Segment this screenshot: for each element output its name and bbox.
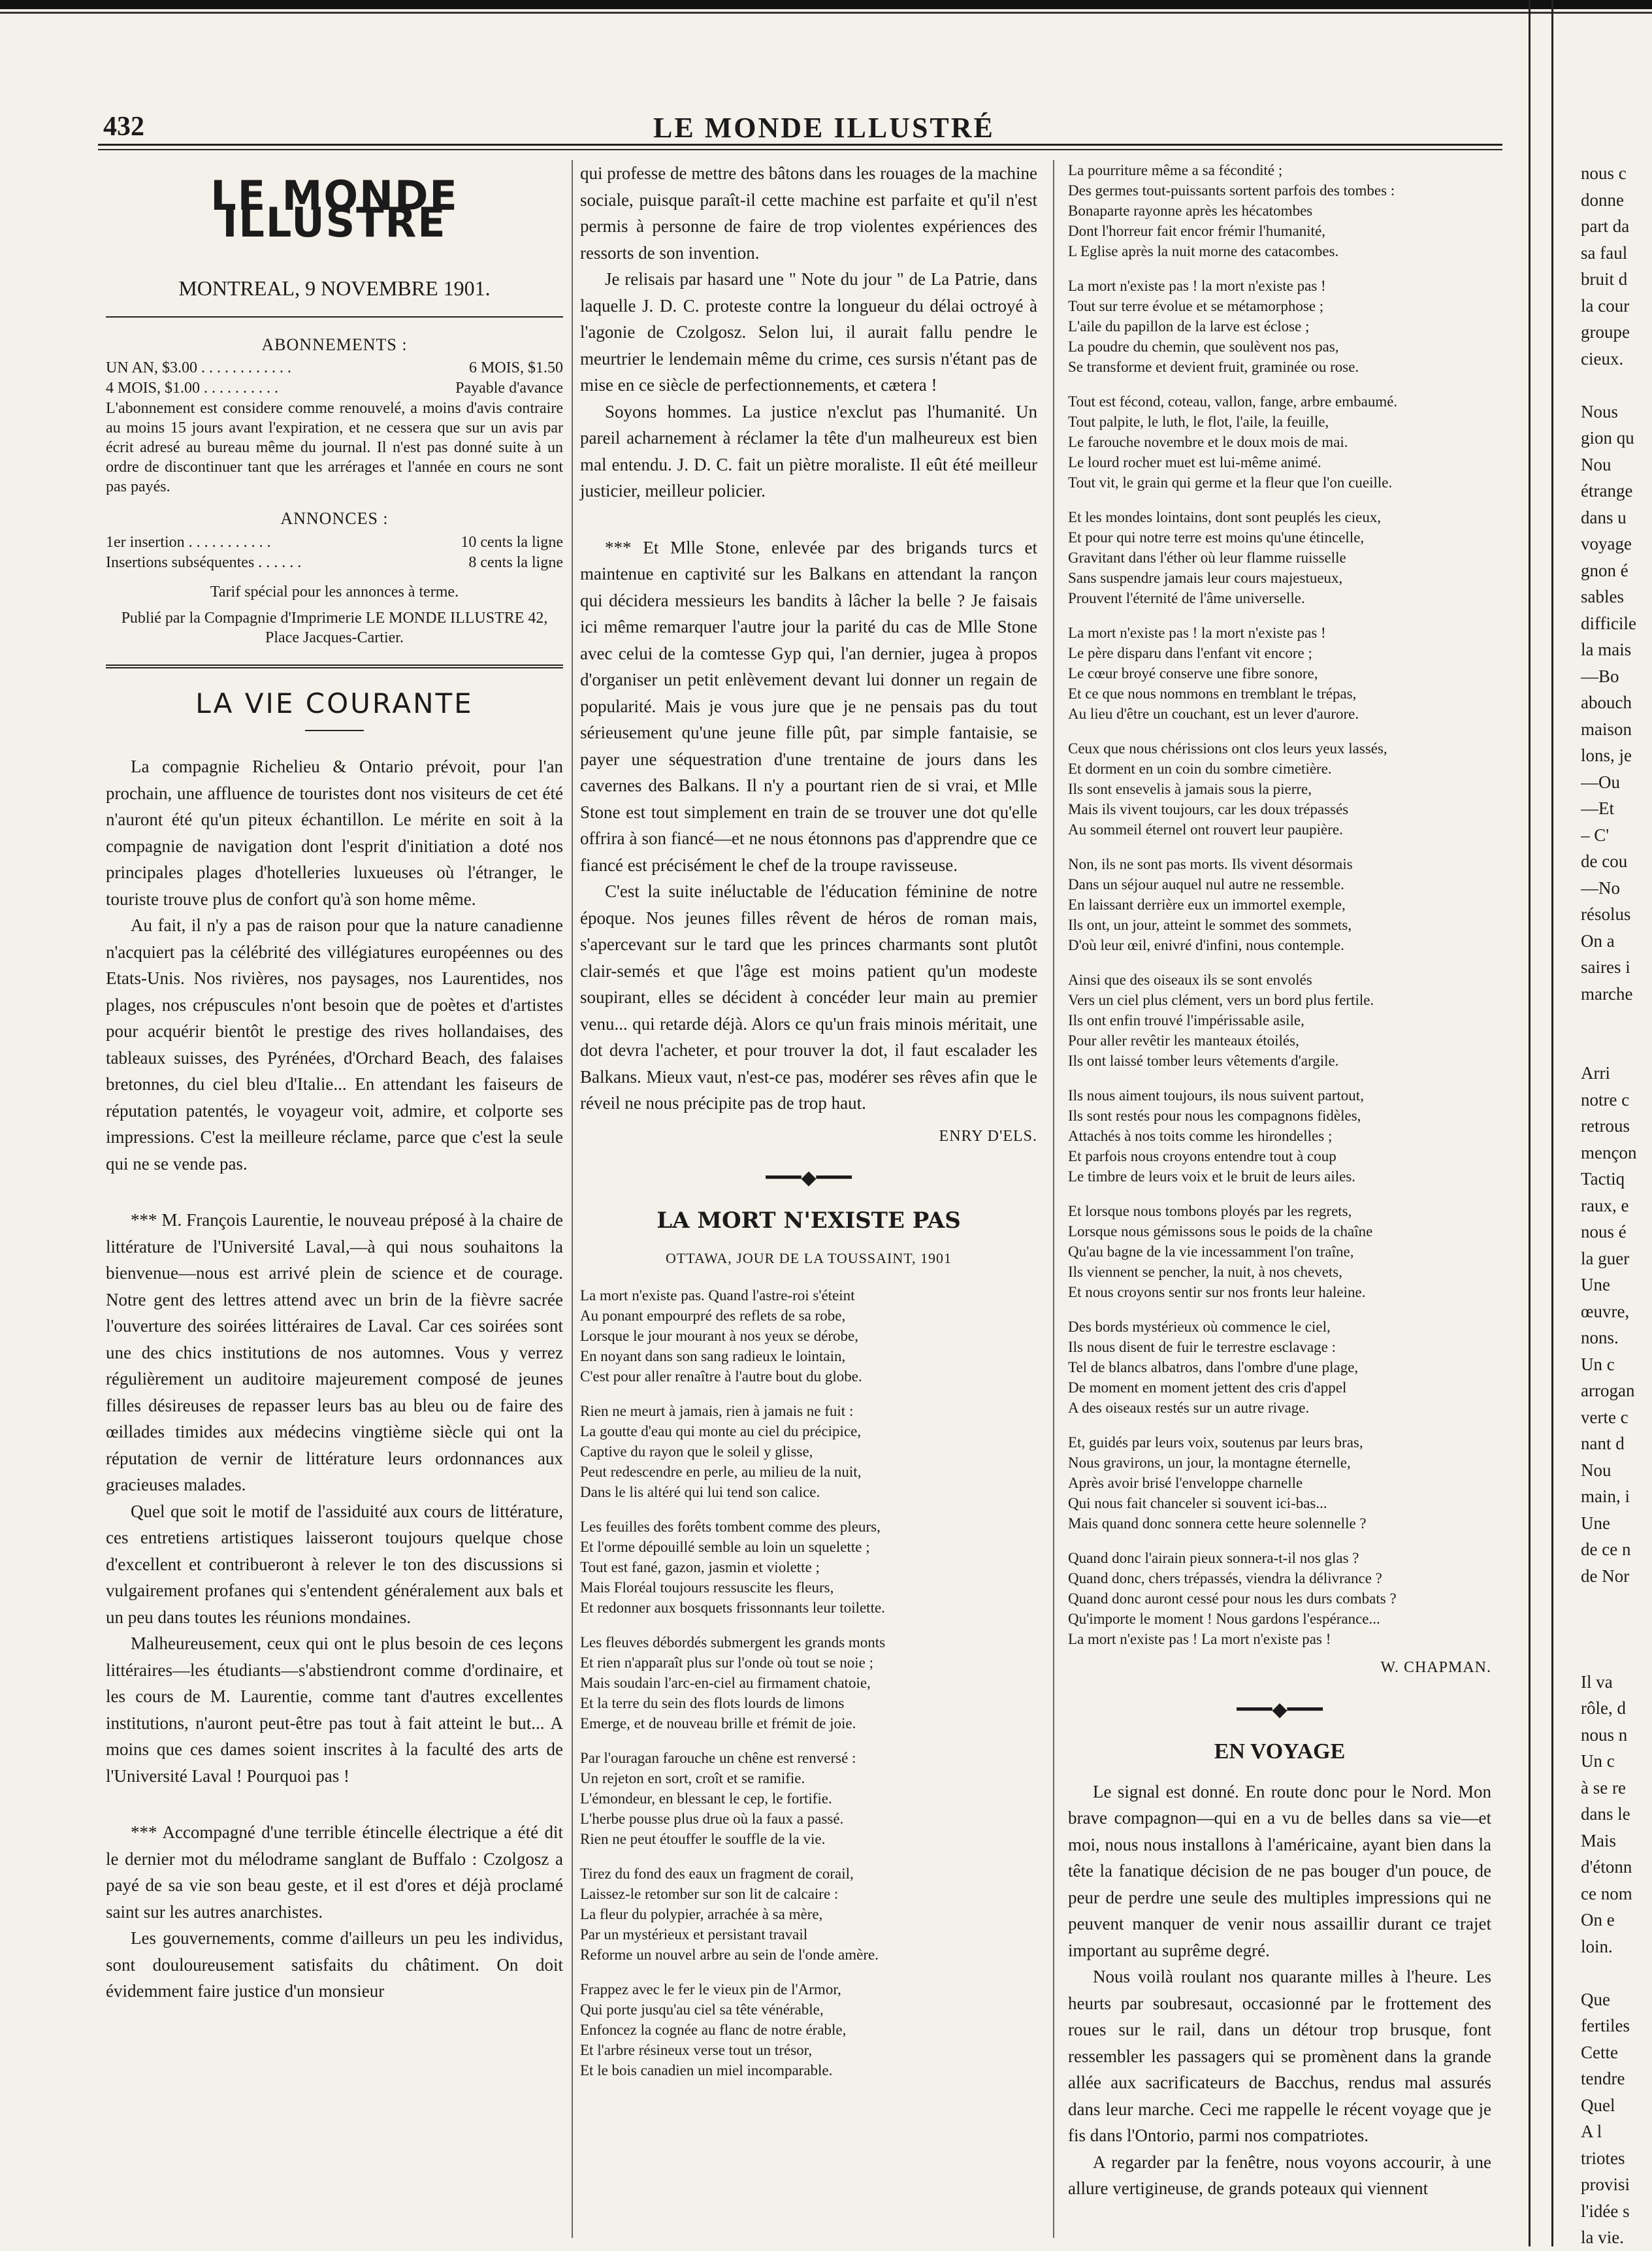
fragment-line: nant d: [1581, 1434, 1625, 1453]
poem-line: Et l'orme dépouillé semble au loin un squelette ;: [580, 1538, 870, 1555]
fragment-line: gion qu: [1581, 428, 1634, 448]
section-title-en-voyage: EN VOYAGE: [1214, 1739, 1346, 1764]
fragment-line: retrous: [1581, 1116, 1630, 1136]
paragraph: Au fait, il n'y a pas de raison pour que la nature canadienne n'acquiert pas la célébrité des villégiatures européennes ou des Etats-Unis. Nos rivières, nos paysages, nos Laurentides, nos plages, nos crépuscules n'ont besoin que de poètes et d'artistes pour acquérir bientôt le prestige des rives hollandaises, des tableaux suisses, des Pyrénées, d'Orchard Beach, des falaises bretonnes, du ciel bleu d'Italie... En attendant les faiseurs de réputation patentés, le voyageur voit, admire, et colporte ses impressions. C'est la meilleure réclame, parce que c'est la seule qui ne se vende pas.: [106, 915, 563, 1174]
fragment-line: nons.: [1581, 1328, 1619, 1347]
fragment-line: Tactiq: [1581, 1169, 1625, 1189]
fragment-line: d'étonn: [1581, 1857, 1632, 1877]
fragment-line: marche: [1581, 983, 1633, 1004]
fragment-line: la vie.: [1581, 2227, 1624, 2247]
poem-line: Et ce que nous nommons en tremblant le trépas,: [1068, 685, 1357, 702]
poem-line: Ils nous aiment toujours, ils nous suivent partout,: [1068, 1087, 1364, 1104]
poem-line: Ils nous disent de fuir le terrestre esclavage :: [1068, 1339, 1336, 1355]
poem-line: Et rien n'apparaît plus sur l'onde où tout se noie ;: [580, 1654, 874, 1671]
page-edge-rule-2: [1551, 0, 1553, 2246]
fragment-line: cieux.: [1581, 348, 1624, 369]
fragment-line: dans le: [1581, 1804, 1630, 1824]
poem-stanza: [1068, 623, 1491, 724]
fragment-line: sables: [1581, 587, 1624, 606]
poem-line: Sans suspendre jamais leur cours majestueux,: [1068, 570, 1343, 586]
poem-line: L'émondeur, en blessant le cep, le fortifie.: [580, 1790, 832, 1807]
poem-line: Vers un ciel plus clément, vers un bord plus fertile.: [1068, 992, 1374, 1008]
poem-line: La mort n'existe pas ! la mort n'existe pas !: [1068, 278, 1326, 294]
signature: ENRY D'ELS.: [939, 1127, 1037, 1145]
poem-stanzas-left: [580, 1285, 1037, 2080]
poem-line: Au sommeil éternel ont rouvert leur paupière.: [1068, 821, 1343, 838]
poem-line: Des germes tout-puissants sortent parfois des tombes :: [1068, 182, 1395, 199]
fragment-line: arrogan: [1581, 1381, 1635, 1400]
poem-line: Et parfois nous croyons entendre tout à coup: [1068, 1148, 1336, 1164]
poem-line: Qui porte jusqu'au ciel sa tête vénérable,: [580, 2001, 824, 2018]
fragment-line: saires i: [1581, 957, 1630, 977]
poem-line: Captive du rayon que le soleil y glisse,: [580, 1443, 813, 1460]
fragment-line: On a: [1581, 930, 1615, 951]
fragment-line: [1581, 1034, 1652, 1060]
poem-stanza: [580, 1285, 1037, 1387]
ad-first: 1er insertion . . . . . . . . . . . 10 cents la ligne: [106, 533, 563, 551]
poem-line: La mort n'existe pas. Quand l'astre-roi s'éteint: [580, 1287, 855, 1304]
rate-year: UN AN, $3.00 . . . . . . . . . . . . 6 MOIS, $1.50: [106, 359, 563, 376]
short-rule: [305, 730, 364, 731]
fragment-line: loin.: [1581, 1936, 1613, 1956]
fragment-line: [1581, 372, 1652, 399]
poem-line: Par l'ouragan farouche un chêne est renversé :: [580, 1749, 856, 1766]
poem-line: Lorsque nous gémissons sous le poids de la chaîne: [1068, 1223, 1373, 1240]
fragment-line: la mais: [1581, 640, 1632, 659]
fragment-line: part da: [1581, 216, 1630, 236]
poem-line: Le père disparu dans l'enfant vit encore ;: [1068, 645, 1312, 661]
poem-line: Au ponant empourpré des reflets de sa robe,: [580, 1307, 846, 1324]
poem-line: D'où leur œil, enivré d'infini, nous contemple.: [1068, 937, 1344, 953]
poem-line: La pourriture même a sa fécondité ;: [1068, 162, 1283, 178]
ads-heading: ANNONCES :: [280, 509, 389, 528]
poem-line: Ils sont ensevelis à jamais sous la pierre,: [1068, 781, 1312, 797]
fragment-line: rôle, d: [1581, 1698, 1626, 1718]
poem-stanza: [580, 1748, 1037, 1849]
fragment-line: —Ou: [1581, 772, 1620, 792]
poem-stanza: [1068, 1432, 1491, 1534]
fragment-line: triotes: [1581, 2148, 1625, 2168]
fragment-line: la guer: [1581, 1248, 1630, 1268]
fragment-line: —Et: [1581, 798, 1614, 818]
poem-line: Un rejeton en sort, croît et se ramifie.: [580, 1769, 805, 1786]
poem-line: Mais Floréal toujours ressuscite les fleurs,: [580, 1579, 834, 1596]
paragraph: C'est la suite inéluctable de l'éducation féminine de notre époque. Nos jeunes filles rêvent de héros de roman mais, s'apercevant sur le tard que les princes charmants sont plutôt clair-semés et que l'âge est moins patient qu'un modeste soupirant, elles se décident à concéder leur main au premier venu... qui retarde déjà. Alors ce qu'un frais minois méritait, une dot devra l'acheter, et pour trouver la dot, il faut escalader les Balkans. Mieux vaut, n'est-ce pas, modérer ses rêves afin que le réveil ne nous précipite pas de trop haut.: [580, 881, 1037, 1113]
poem-line: Gravitant dans l'éther où leur flamme ruisselle: [1068, 550, 1346, 566]
publisher-note: Publié par la Compagnie d'Imprimerie LE MONDE ILLUSTRE 42, Place Jacques-Cartier.: [121, 609, 548, 646]
poem-line: Le lourd rocher muet est lui-même animé.: [1068, 454, 1321, 470]
poem-stanza: [580, 1864, 1037, 1965]
poem-line: Et lorsque nous tombons ployés par les regrets,: [1068, 1203, 1352, 1219]
page-number: 432: [103, 112, 144, 142]
fragment-line: nous c: [1581, 163, 1627, 183]
fragment-line: fertiles: [1581, 2016, 1630, 2035]
poem-line: Mais ils vivent toujours, car les doux trépassés: [1068, 801, 1349, 817]
paragraph: Je relisais par hasard une " Note du jour " de La Patrie, dans laquelle J. D. C. proteste contre la longueur du délai octroyé à l'agonie de Czolgosz. Selon lui, il aurait fallu pendre le meurtrier le lendemain même du crime, ces sursis n'étant pas de mise en ce siècle de perfectionnements, et cætera !: [580, 269, 1037, 395]
fragment-line: [1581, 1616, 1652, 1643]
poem-line: Après avoir brisé l'enveloppe charnelle: [1068, 1475, 1303, 1491]
poem-line: C'est pour aller renaître à l'autre bout du globe.: [580, 1368, 862, 1385]
poem-line: La poudre du chemin, que soulèvent nos pas,: [1068, 338, 1339, 355]
poem-author: W. CHAPMAN.: [1380, 1659, 1491, 1676]
poem-line: Laissez-le retomber sur son lit de calcaire :: [580, 1885, 839, 1902]
poem-line: Tirez du fond des eaux un fragment de corail,: [580, 1865, 854, 1882]
poem-stanza: [1068, 160, 1491, 261]
fragment-line: dans u: [1581, 507, 1627, 527]
fragment-line: A l: [1581, 2122, 1602, 2141]
fragment-line: Une: [1581, 1275, 1610, 1294]
paragraph: La compagnie Richelieu & Ontario prévoit, pour l'an prochain, une affluence de touristes dont nos visiteurs de cet été n'auront été qu'un piteux échantillon. Le mérite en soit à la compagnie de navigation dont l'esprit d'initiation a doté nos principales plages d'hotelleries luxueuses où l'étranger, le touriste trouve plus de confort qu'à son home même.: [106, 757, 563, 909]
poem-line: Ils sont restés pour nous les compagnons fidèles,: [1068, 1108, 1361, 1124]
poem-stanza: [1068, 1548, 1491, 1649]
fragment-line: On e: [1581, 1910, 1615, 1930]
poem-line: Au lieu d'être un couchant, est un lever d'aurore.: [1068, 706, 1359, 722]
poem-stanza: [1068, 507, 1491, 608]
fragment-line: tendre: [1581, 2069, 1625, 2088]
poem-line: Peut redescendre en perle, au milieu de la nuit,: [580, 1463, 862, 1480]
poem-line: Et la terre du sein des flots lourds de limons: [580, 1694, 845, 1711]
fragment-line: voyage: [1581, 534, 1632, 553]
poem-line: Par un mystérieux et persistant travail: [580, 1926, 808, 1943]
fragment-line: bruit d: [1581, 269, 1628, 289]
fragment-line: nous n: [1581, 1724, 1628, 1745]
poem-line: L'herbe pousse plus drue où la faux a passé.: [580, 1810, 844, 1827]
paragraph: Quel que soit le motif de l'assiduité aux cours de littérature, ces entretiens artistiques laisseront toujours quelque chose d'excellent et contribueront à relever le ton des discussions si vulgairement profanes qui s'entendent généralement aux bals et un peu dans toutes les réunions mondaines.: [106, 1501, 563, 1627]
fragment-line: main, i: [1581, 1487, 1630, 1506]
poem-line: Pour aller revêtir les manteaux étoilés,: [1068, 1032, 1299, 1049]
poem-line: Reforme un nouvel arbre au sein de l'onde amère.: [580, 1946, 879, 1963]
tarif-note: Tarif spécial pour les annonces à terme.: [210, 583, 459, 600]
poem-stanza: [1068, 970, 1491, 1071]
fragment-line: de Nor: [1581, 1566, 1630, 1586]
poem-line: Les feuilles des forêts tombent comme des pleurs,: [580, 1518, 881, 1535]
fragment-line: Nou: [1581, 1460, 1612, 1480]
poem-line: Quand donc l'airain pieux sonnera-t-il nos glas ?: [1068, 1550, 1359, 1566]
poem-line: Mais soudain l'arc-en-ciel au firmament chatoie,: [580, 1674, 871, 1691]
poem-line: Ceux que nous chérissions ont clos leurs yeux lassés,: [1068, 740, 1387, 757]
poem-stanza: [1068, 854, 1491, 955]
fragment-line: œuvre,: [1581, 1301, 1630, 1321]
top-border: [0, 0, 1652, 9]
paragraph: qui professe de mettre des bâtons dans les rouages de la machine sociale, puisque paraît-il cette machine est parfaite et qu'il n'est permis à personne de faire de trop violentes expériences des ressorts de son invention.: [580, 163, 1037, 263]
fragment-line: groupe: [1581, 322, 1630, 342]
fragment-line: [1581, 1960, 1652, 1986]
fragment-line: Que: [1581, 1989, 1610, 2009]
fragment-line: gnon é: [1581, 560, 1628, 580]
fragment-line: provisi: [1581, 2175, 1630, 2194]
poem-line: Les fleuves débordés submergent les grands monts: [580, 1634, 886, 1651]
paragraph: A regarder par la fenêtre, nous voyons accourir, à une allure vertigineuse, de grands poteaux qui viennent: [1068, 2152, 1491, 2198]
poem-line: Tout est fécond, coteau, vallon, fange, arbre embaumé.: [1068, 393, 1398, 410]
column-rule-2: [1053, 160, 1054, 2238]
fragment-line: verte c: [1581, 1407, 1628, 1427]
poem-line: Le timbre de leurs voix et le bruit de leurs ailes.: [1068, 1168, 1356, 1185]
poem-line: Dont l'horreur fait encor frémir l'humanité,: [1068, 223, 1326, 239]
fragment-line: Une: [1581, 1513, 1610, 1533]
fragment-line: de cou: [1581, 851, 1628, 871]
fragment-line: sa faul: [1581, 242, 1628, 263]
fragment-line: notre c: [1581, 1089, 1630, 1109]
poem-line: Le farouche novembre et le doux mois de mai.: [1068, 434, 1348, 450]
paragraph: Le signal est donné. En route donc pour le Nord. Mon brave compagnon—qui en a vu de belles dans sa vie—et moi, nous nous installons à l'américaine, ayant bien dans la tête la fanatique décision de ne pas bouger d'un pouce, de peur de perdre une seule des multiples impressions qui ne peuvent manquer de venir nous assaillir durant ce trajet important au suprême degré.: [1068, 1781, 1491, 1960]
paragraph: Soyons hommes. La justice n'exclut pas l'humanité. Un pareil acharnement à réclamer la tête d'un malheureux est bien mal entendu. J. D. C. fait un piètre moraliste. Il eût été meilleur justicier, meilleur policier.: [580, 401, 1037, 501]
fragment-line: Un c: [1581, 1354, 1615, 1374]
poem-line: Lorsque le jour mourant à nos yeux se dérobe,: [580, 1327, 859, 1344]
fragment-line: mençon: [1581, 1142, 1637, 1162]
poem-line: Prouvent l'éternité de l'âme universelle.: [1068, 590, 1305, 606]
column-4-fragment: [1581, 160, 1652, 2251]
poem-line: Le cœur broyé conserve une fibre sonore,: [1068, 665, 1318, 682]
masthead-rule: [106, 316, 563, 318]
poem-line: Ainsi que des oiseaux ils se sont envolés: [1068, 972, 1312, 988]
column-2: [580, 160, 1037, 2095]
poem-line: A des oiseaux restés sur un autre rivage.: [1068, 1400, 1310, 1416]
poem-line: Qu'importe le moment ! Nous gardons l'espérance...: [1068, 1611, 1380, 1627]
poem-line: Et le bois canadien un miel incomparable.: [580, 2062, 833, 2078]
poem-line: En noyant dans son sang radieux le lointain,: [580, 1347, 846, 1364]
masthead-date: MONTREAL, 9 NOVEMBRE 1901.: [178, 276, 491, 300]
poem-line: Ils viennent se pencher, la nuit, à nos chevets,: [1068, 1264, 1342, 1280]
poem-line: La mort n'existe pas ! la mort n'existe pas !: [1068, 625, 1326, 641]
paragraph: *** Accompagné d'une terrible étincelle électrique a été dit le dernier mot du mélodrame sanglant de Buffalo : Czolgosz a payé de sa vie son beau geste, et il est d'ores et déjà proclamé saint sur les autres anarchistes.: [106, 1822, 563, 1922]
poem-line: Ils ont, un jour, atteint le sommet des sommets,: [1068, 917, 1352, 933]
poem-line: Enfoncez la cognée au flanc de notre érable,: [580, 2021, 847, 2038]
masthead-title: LE MONDE ILLUSTRE: [210, 172, 459, 246]
poem-stanza: [1068, 1201, 1491, 1302]
poem-line: Et nous croyons sentir sur nos fronts leur haleine.: [1068, 1284, 1366, 1300]
ad-next: Insertions subséquentes . . . . . . 8 cents la ligne: [106, 553, 563, 571]
poem-line: Non, ils ne sont pas morts. Ils vivent désormais: [1068, 856, 1353, 872]
poem-stanza: [580, 1401, 1037, 1502]
fragment-line: [1581, 1589, 1652, 1616]
poem-line: Rien ne meurt à jamais, rien à jamais ne fuit :: [580, 1402, 854, 1419]
poem-stanza: [1068, 738, 1491, 840]
poem-stanza: [1068, 391, 1491, 493]
poem-line: Et les mondes lointains, dont sont peuplés les cieux,: [1068, 509, 1382, 525]
poem-line: Se transforme et devient fruit, graminée ou rose.: [1068, 359, 1359, 375]
paragraph: *** M. François Laurentie, le nouveau préposé à la chaire de littérature de l'Université Laval,—à qui nous souhaitons la bienvenue—nous est arrivé plein de science et de courage. Notre gent des lettres attend avec un brin de la fièvre sacrée l'ouverture des soirées littéraires de Laval. Car ces soirées sont une des chics institutions de nos automnes. Vous y verrez régulièrement un auditoire majeurement composé de jeunes filles désireuses de repasser leurs bas au bleu ou de faire des œillades timides aux médecins vingtième siècle qui ont la réputation de vernir de littérature leurs ordonnances aux gracieuses malades.: [106, 1210, 563, 1494]
poem-stanza: [1068, 1317, 1491, 1418]
fragment-line: résolus: [1581, 904, 1631, 924]
rate-four-months: 4 MOIS, $1.00 . . . . . . . . . . Payable d'avance: [106, 380, 563, 397]
column-1: [106, 160, 563, 2005]
fragment-line: —Bo: [1581, 666, 1619, 686]
poem-line: Quand donc auront cessé pour nous les durs combats ?: [1068, 1590, 1397, 1607]
poem-line: Rien ne peut étouffer le souffle de la vie.: [580, 1830, 826, 1847]
poem-line: La goutte d'eau qui monte au ciel du précipice,: [580, 1422, 862, 1439]
poem-line: Qui nous fait chanceler si souvent ici-bas...: [1068, 1495, 1327, 1511]
fragment-line: à se re: [1581, 1777, 1626, 1798]
poem-stanza: [580, 1632, 1037, 1733]
poem-line: Et redonner aux bosquets frissonnants leur toilette.: [580, 1599, 885, 1616]
masthead-bottom-rule: [106, 665, 563, 668]
fragment-line: abouch: [1581, 693, 1632, 712]
poem-line: De moment en moment jettent des cris d'appel: [1068, 1379, 1347, 1396]
fragment-line: de ce n: [1581, 1539, 1631, 1559]
poem-stanza: [1068, 1085, 1491, 1187]
poem-line: Quand donc, chers trépassés, viendra la délivrance ?: [1068, 1570, 1382, 1586]
fragment-line: – C': [1581, 825, 1610, 845]
paragraph: Nous voilà roulant nos quarante milles à l'heure. Les heurts par soubresaut, occasionné par le frottement des roues sur le rail, dans un détour trop brusque, font ressembler les passagers qui se promènent dans la grande allée aux sacrificateurs de Bacchus, rendus mal assurés dans leur marche. Ceci me rappelle le récent voyage que je fis dans l'Ontorio, parmi nos compatriotes.: [1068, 1967, 1491, 2145]
poem-line: Frappez avec le fer le vieux pin de l'Armor,: [580, 1980, 841, 1997]
poem-line: Ils ont laissé tomber leurs vêtements d'argile.: [1068, 1053, 1339, 1069]
poem-dateline: OTTAWA, JOUR DE LA TOUSSAINT, 1901: [665, 1250, 952, 1266]
fragment-line: nous é: [1581, 1222, 1627, 1241]
fragment-line: [1581, 1007, 1652, 1034]
paragraph: *** Et Mlle Stone, enlevée par des brigands turcs et maintenue en captivité sur les Balkans en attendant la rançon qui décidera messieurs les bandits à lâcher la belle ? Je faisais ici même remarquer l'autre jour la parité du cas de Mlle Stone avec celui de la comtesse Gyp qui, l'an dernier, jugea à propos d'organiser un petit enlèvement devant lui donner un regain de popularité. Mais je vous jure que je ne pensais pas du tout sérieusement qu'une jeune fille pût, par simple fantaisie, se payer une séquestration d'une trentaine de jours dans les cavernes des Balkans. Il n'y a pourtant rien de si vrai, et Mlle Stone est tout simplement en train de se trouver une dot qu'elle offrira à son fiancé—et ne nous étonnons pas d'apprendre que ce fiancé est précisément le chef de la troupe ravisseuse.: [580, 537, 1037, 875]
fragment-line: étrange: [1581, 481, 1633, 501]
column-3: [1068, 160, 1491, 2202]
poem-line: L'aile du papillon de la larve est éclose ;: [1068, 318, 1310, 335]
fragment-line: Quel: [1581, 2095, 1615, 2115]
top-border-thin: [0, 12, 1652, 14]
poem-line: En laissant derrière eux un immortel exemple,: [1068, 896, 1346, 913]
fragment-line: Arri: [1581, 1063, 1610, 1083]
poem-line: Attachés à nos toits comme les hirondelles ;: [1068, 1128, 1333, 1144]
fragment-line: Nou: [1581, 454, 1612, 474]
poem-line: Tout est fané, gazon, jasmin et violette ;: [580, 1558, 820, 1575]
poem-line: Bonaparte rayonne après les hécatombes: [1068, 203, 1313, 219]
poem-line: Mais quand donc sonnera cette heure solennelle ?: [1068, 1515, 1367, 1532]
fragment-line: donne: [1581, 189, 1624, 210]
fragment-line: lons, je: [1581, 746, 1632, 765]
poem-line: Tout sur terre évolue et se métamorphose ;: [1068, 298, 1324, 314]
poem-title: LA MORT N'EXISTE PAS: [656, 1207, 961, 1234]
poem-stanza: [580, 1979, 1037, 2080]
subscriptions-heading: ABONNEMENTS :: [261, 335, 408, 354]
fragment-line: Nous: [1581, 401, 1619, 421]
renewal-note: L'abonnement est considere comme renouvelé, a moins d'avis contraire au moins 15 jours avant l'expiration, et ne cessera que sur un avis par écrit adresé au bureau même du journal. Il n'est pas donné suite à un ordre de discontinuer tant que les arrérages et l'année en cours ne sont pas payés.: [106, 400, 563, 495]
poem-line: Nous gravirons, un jour, la montagne éternelle,: [1068, 1454, 1351, 1471]
poem-line: Et dorment en un coin du sombre cimetière.: [1068, 761, 1332, 777]
fragment-line: l'idée s: [1581, 2201, 1630, 2221]
poem-line: Et l'arbre résineux verse tout un trésor,: [580, 2041, 813, 2058]
section-title-vie-courante: LA VIE COURANTE: [195, 687, 474, 719]
fragment-line: la cour: [1581, 295, 1630, 316]
poem-stanza: [580, 1517, 1037, 1618]
paragraph: Les gouvernements, comme d'ailleurs un peu les individus, sont douloureusement satisfaits du châtiment. On doit évidemment faire justice d'un monsieur: [106, 1928, 563, 2001]
fragment-line: Il va: [1581, 1671, 1613, 1692]
fragment-line: ce nom: [1581, 1883, 1632, 1903]
fragment-line: Un c: [1581, 1751, 1615, 1771]
poem-line: La mort n'existe pas ! La mort n'existe pas !: [1068, 1631, 1331, 1647]
header-rule: [98, 144, 1502, 150]
poem-line: Qu'au bagne de la vie incessamment l'on traîne,: [1068, 1243, 1354, 1260]
poem-line: Tout palpite, le luth, le flot, l'aile, la feuille,: [1068, 414, 1329, 430]
poem-line: Des bords mystérieux où commence le ciel,: [1068, 1319, 1331, 1335]
poem-line: Tel de blancs albatros, dans l'ombre d'une plage,: [1068, 1359, 1359, 1375]
poem-line: Tout vit, le grain qui germe et la fleur que l'on cueille.: [1068, 474, 1393, 491]
poem-stanzas-right: [1068, 160, 1491, 1649]
poem-line: Dans le lis altéré qui lui tend son calice.: [580, 1483, 820, 1500]
fragment-line: raux, e: [1581, 1195, 1629, 1215]
poem-line: Et pour qui notre terre est moins qu'une étincelle,: [1068, 529, 1365, 546]
fragment-line: difficile: [1581, 613, 1636, 633]
ornament-divider: ━━━◆━━━: [766, 1167, 852, 1189]
poem-stanza: [1068, 276, 1491, 377]
page-edge-rule: [1529, 0, 1531, 2246]
column-rule-1: [572, 160, 573, 2238]
fragment-line: Mais: [1581, 1830, 1616, 1850]
fragment-line: Cette: [1581, 2042, 1618, 2062]
poem-line: Emerge, et de nouveau brille et frémit de joie.: [580, 1715, 856, 1732]
poem-line: L Eglise après la nuit morne des catacombes.: [1068, 243, 1339, 259]
poem-line: Ils ont enfin trouvé l'impérissable asile,: [1068, 1012, 1304, 1028]
paragraph: Malheureusement, ceux qui ont le plus besoin de ces leçons littéraires—les étudiants—s'abstiendront comme d'ordinaire, et les cours de M. Laurentie, comme tant d'autres excellentes institutions, n'auront peut-être pas tout à fait atteint le but... A moins que ces dames soient inscrites à la faculté des arts de l'Université Laval ! Pourquoi pas !: [106, 1634, 563, 1786]
running-title: LE MONDE ILLUSTRÉ: [653, 112, 995, 144]
fragment-line: maison: [1581, 719, 1632, 739]
poem-line: Dans un séjour auquel nul autre ne ressemble.: [1068, 876, 1344, 893]
fragment-line: [1581, 1642, 1652, 1669]
fragment-line: —No: [1581, 878, 1620, 898]
ornament-divider: ━━━◆━━━: [1237, 1698, 1323, 1720]
poem-line: La fleur du polypier, arrachée à sa mère,: [580, 1905, 823, 1922]
poem-line: Et, guidés par leurs voix, soutenus par leurs bras,: [1068, 1434, 1363, 1451]
